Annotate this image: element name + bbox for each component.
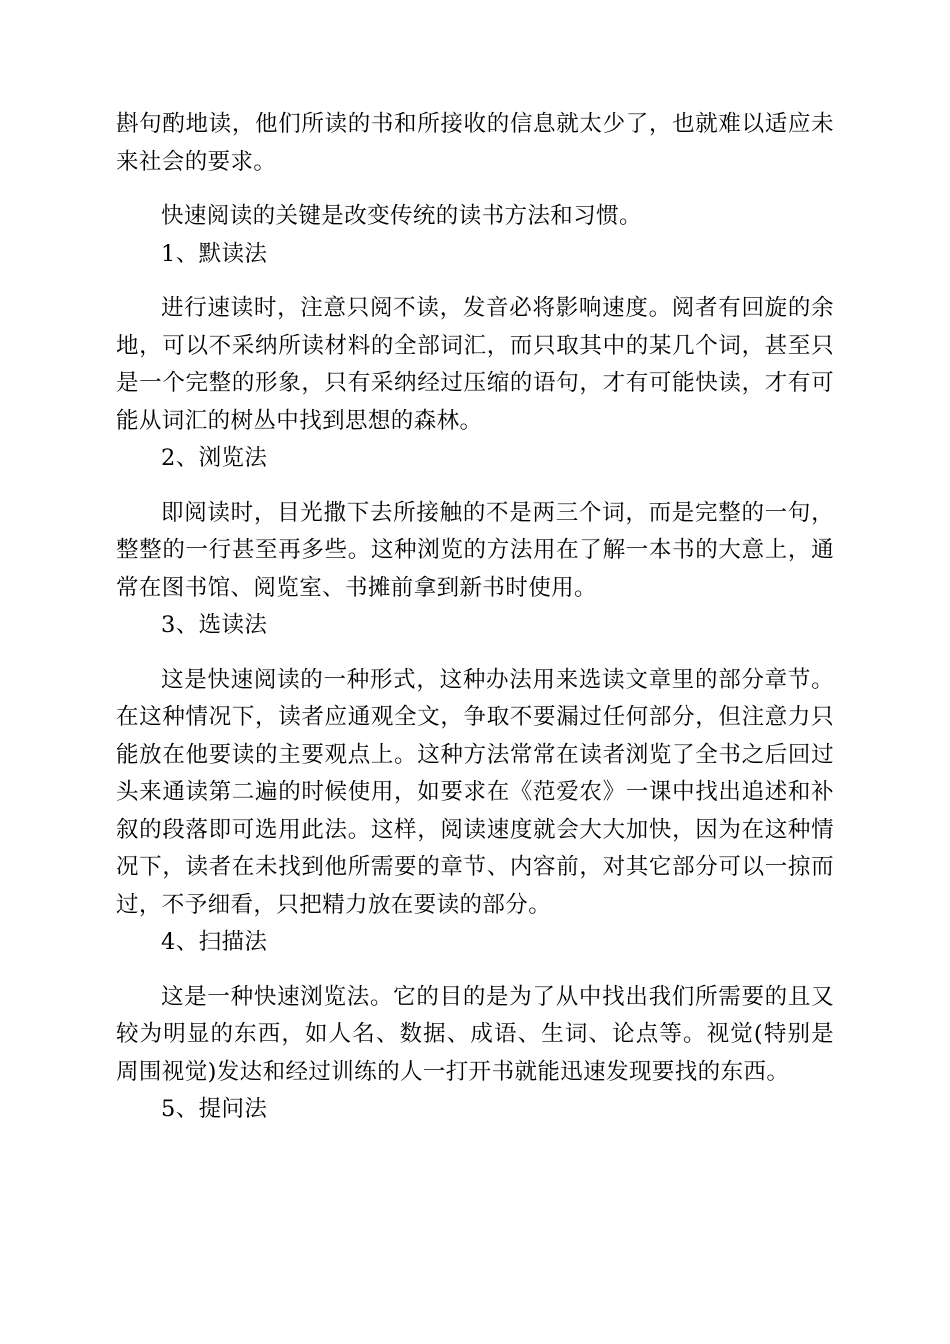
body-paragraph: 快速阅读的关键是改变传统的读书方法和习惯。 [161, 203, 642, 229]
section-heading-browsing: 2、浏览法 [161, 445, 268, 471]
body-paragraph: 进行速读时，注意只阅不读，发音必将影响速度。阅者有回旋的余地，可以不采纳所读材料的全部词汇，而只取其中的某几个词，甚至只是一个完整的形象，只有采纳经过压缩的语句，才有可能快读，才有可能从词汇的树丛中找到思想的森林。 [116, 295, 834, 434]
body-paragraph: 这是一种快速浏览法。它的目的是为了从中找出我们所需要的且又较为明显的东西，如人名、数据、成语、生词、论点等。视觉(特别是周围视觉)发达和经过训练的人一打开书就能迅速发现要找的东西。 [116, 983, 834, 1085]
section-heading-questioning: 5、提问法 [161, 1096, 268, 1122]
body-paragraph: 即阅读时，目光撒下去所接触的不是两三个词，而是完整的一句，整整的一行甚至再多些。这种浏览的方法用在了解一本书的大意上，通常在图书馆、阅览室、书摊前拿到新书时使用。 [116, 499, 834, 601]
document-page [116, 106, 834, 1129]
continuation-paragraph: 斟句酌地读，他们所读的书和所接收的信息就太少了，也就难以适应未来社会的要求。 [116, 111, 834, 175]
section-heading-scanning: 4、扫描法 [161, 929, 268, 955]
body-paragraph: 这是快速阅读的一种形式，这种办法用来选读文章里的部分章节。在这种情况下，读者应通观全文，争取不要漏过任何部分，但注意力只能放在他要读的主要观点上。这种方法常常在读者浏览了全书之后回过头来通读第二遍的时候使用，如要求在《范爱农》一课中找出追述和补叙的段落即可选用此法。这样，阅读速度就会大大加快，因为在这种情况下，读者在未找到他所需要的章节、内容前，对其它部分可以一掠而过，不予细看，只把精力放在要读的部分。 [116, 666, 834, 918]
section-heading-silent-reading: 1、默读法 [161, 240, 268, 267]
section-heading-selective-reading: 3、选读法 [161, 612, 268, 638]
